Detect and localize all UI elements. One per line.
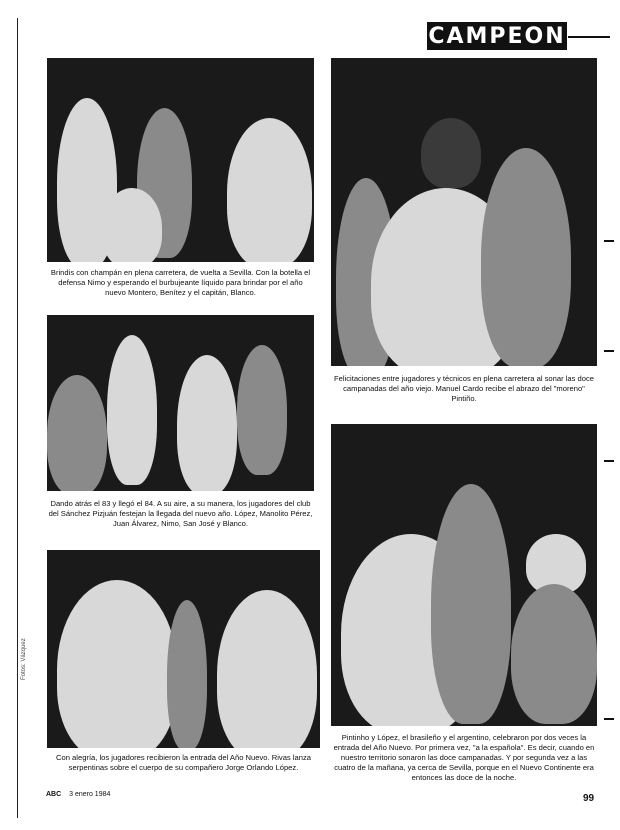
photo-credit: Fotos: Vázquez xyxy=(21,638,27,680)
page-number: 99 xyxy=(583,793,595,804)
caption-embrace: Felicitaciones entre jugadores y técnicos en plena carretera al sonar las doce campanadas del año viejo. Manuel Cardo recibe el abrazo del "moreno" Pintiño. xyxy=(333,374,595,403)
title-rule xyxy=(568,36,610,38)
photo-embrace xyxy=(331,58,597,366)
footer-left xyxy=(46,791,110,798)
section-title: CAMPEON xyxy=(428,23,566,49)
margin-tick xyxy=(604,240,614,242)
photo-celebrate xyxy=(331,424,597,726)
photo-cheer xyxy=(47,315,314,491)
publication-name: ABC xyxy=(46,791,62,798)
caption-toast: Brindis con champán en plena carretera, de vuelta a Sevilla. Con la botella el defensa Nimo y esperando el burbujeante líquido para brindar por el año nuevo Montero, Benítez y el capitán, Blanco. xyxy=(50,268,311,297)
caption-celebrate: Pintinho y López, el brasileño y el argentino, celebraron por dos veces la entrada del Año Nuevo. Por primera vez, "a la española". Es decir, cuando en nuestro territorio sonaron las doce campanadas. Y por segunda vez a las cuatro de la mañana, ya cerca de Sevilla, porque en el Nuevo Continente era entonces las doce de la noche. xyxy=(333,733,595,782)
caption-cheer: Dando atrás el 83 y llegó el 84. A su aire, a su manera, los jugadores del club del Sánchez Pizjuán festejan la llegada del nuevo año. López, Manolito Pérez, Juan Álvarez, Nimo, San José y Blanco. xyxy=(48,499,313,528)
issue-date: 3 enero 1984 xyxy=(69,791,111,798)
caption-grapes: Con alegría, los jugadores recibieron la entrada del Año Nuevo. Rivas lanza serpentinas sobre el cuerpo de su compañero Jorge Orlando López. xyxy=(56,753,311,772)
margin-tick xyxy=(604,350,614,352)
margin-tick xyxy=(604,460,614,462)
margin-tick xyxy=(604,718,614,720)
photo-toast xyxy=(47,58,314,262)
photo-grapes xyxy=(47,550,320,748)
